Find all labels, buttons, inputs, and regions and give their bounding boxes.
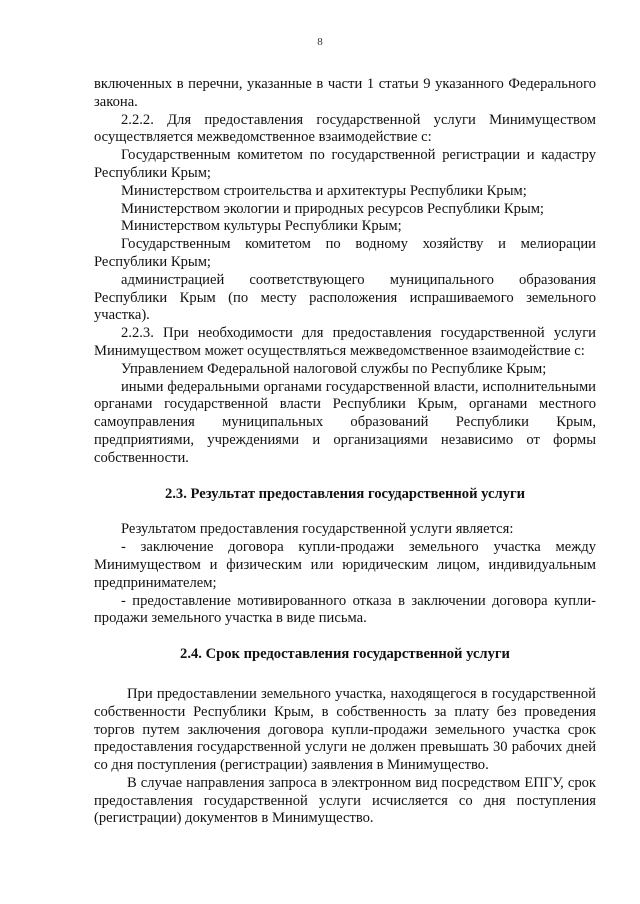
- section-heading-2-4: 2.4. Срок предоставления государственной услуги: [180, 646, 510, 663]
- result-item-refusal: - предоставление мотивированного отказа в заключении договора купли-продажи земельного участка в виде письма.: [94, 592, 596, 627]
- agency-item-construction: Министерством строительства и архитектуры Республики Крым;: [121, 182, 527, 199]
- agency-item-ecology: Министерством экологии и природных ресурсов Республики Крым;: [121, 200, 544, 217]
- agency-item-water: Государственным комитетом по водному хозяйству и мелиорации Республики Крым;: [94, 236, 596, 270]
- clause-2-2-3: 2.2.3. При необходимости для предоставления государственной услуги Минимуществом может осуществляться межведомственное взаимодействие с:: [94, 325, 596, 359]
- electronic-request-paragraph: В случае направления запроса в электронном вид посредством ЕПГУ, срок предоставления государственной услуги исчисляется со дня поступления (регистрации) документов в Минимущество.: [94, 774, 596, 827]
- document-body: [94, 76, 596, 828]
- clause-2-2-2: 2.2.2. Для предоставления государственной услуги Минимуществом осуществляется межведомственное взаимодействие с:: [94, 111, 596, 146]
- agency-item-other: иными федеральными органами государственной власти, исполнительными органами государственной власти Республики Крым, органами местного самоуправления муниципальных образований Республики Крым, предприятиями, учреждениями и организациями независимо от формы собственности.: [94, 378, 596, 466]
- term-paragraph: При предоставлении земельного участка, находящегося в государственной собственности Республики Крым, в собственность за плату без проведения торгов путем заключения договора купли-продажи земельного участка срок предоставления государственной услуги не должен превышать 30 рабочих дней со дня поступления (регистрации) заявления в Минимущество.: [94, 685, 596, 774]
- agency-item-cadastre: Государственным комитетом по государственной регистрации и кадастру Республики Крым;: [94, 147, 596, 181]
- agency-item-tax: Управлением Федеральной налоговой службы по Республике Крым;: [121, 360, 547, 377]
- result-intro: Результатом предоставления государственной услуги является:: [121, 521, 514, 538]
- agency-item-culture: Министерством культуры Республики Крым;: [121, 218, 402, 235]
- paragraph-continuation: включенных в перечни, указанные в части 1 статьи 9 указанного Федерального закона.: [94, 76, 596, 110]
- page-number: 8: [317, 36, 323, 48]
- agency-item-municipal: администрацией соответствующего муниципального образования Республики Крым (по месту расположения испрашиваемого земельного участка).: [94, 271, 596, 324]
- section-heading-2-3: 2.3. Результат предоставления государственной услуги: [164, 485, 526, 502]
- result-item-contract: - заключение договора купли-продажи земельного участка между Минимуществом и физическим или юридическим лицом, индивидуальным предпринимателем;: [94, 539, 596, 591]
